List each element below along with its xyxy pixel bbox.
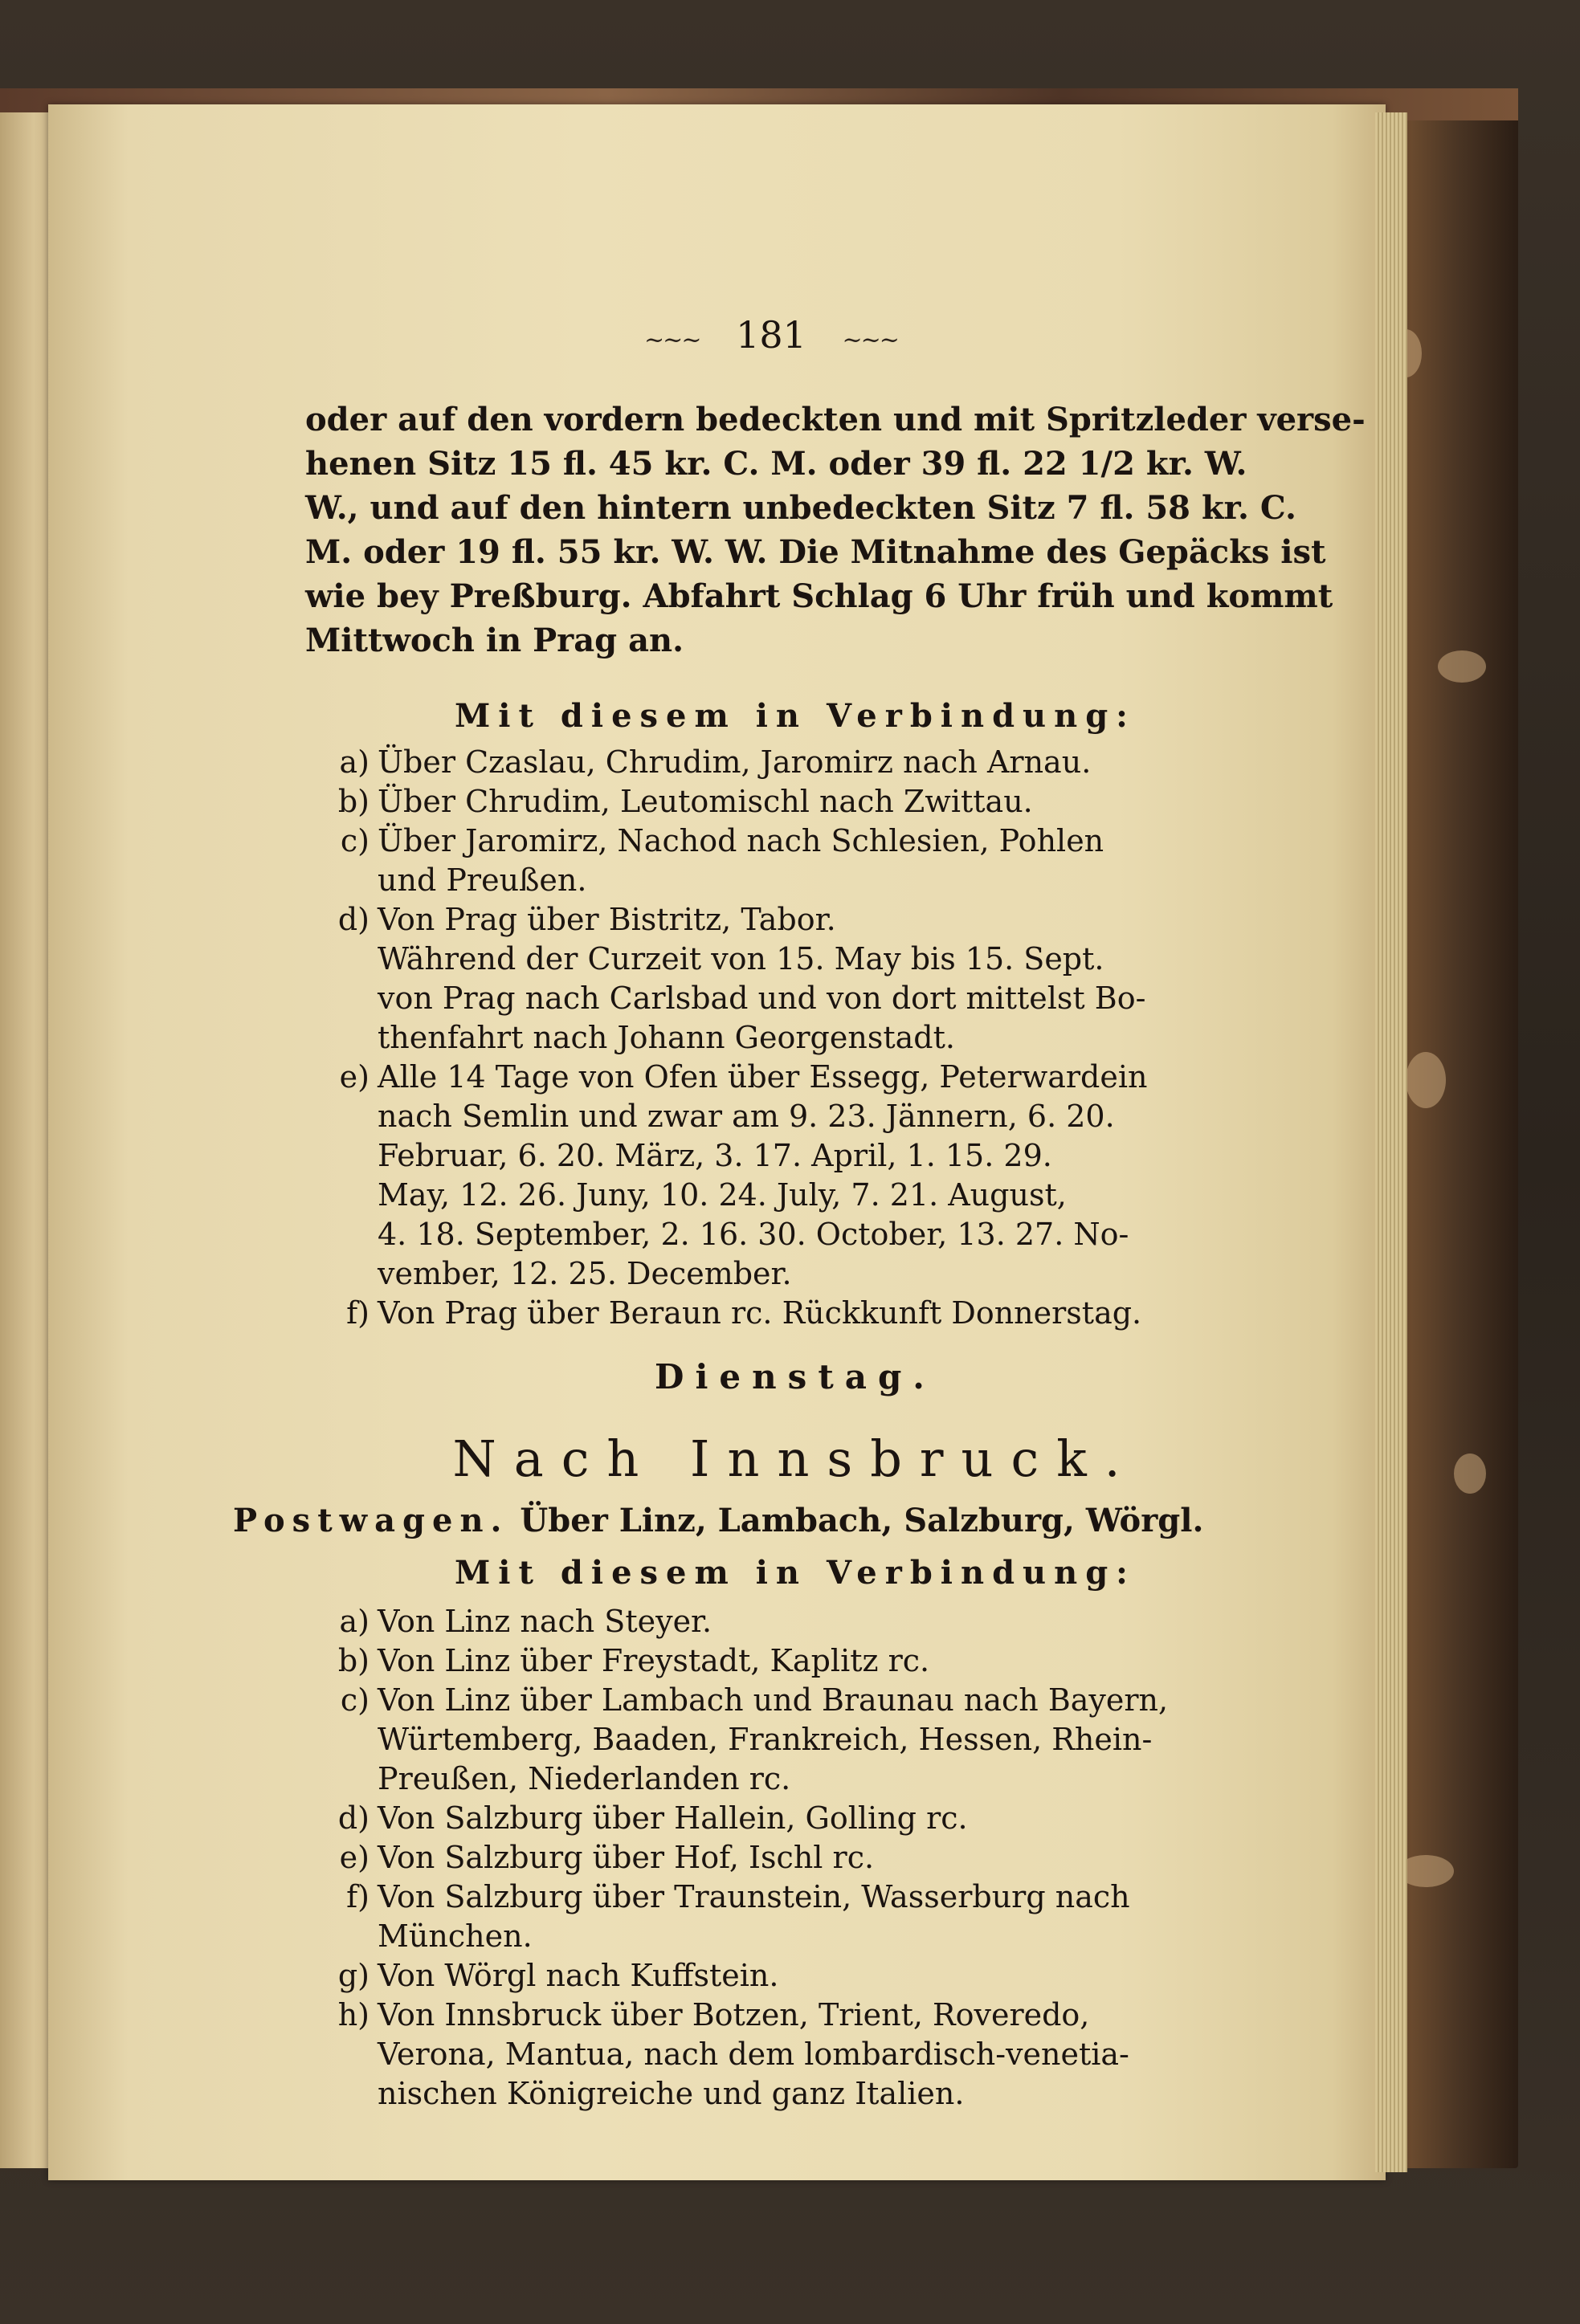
- text-line: Von Linz über Lambach und Braunau nach Bayern,: [378, 1682, 1169, 1718]
- text-line: thenfahrt nach Johann Georgenstadt.: [378, 1020, 955, 1055]
- list-item: [339, 1058, 1293, 1294]
- text-line: Über Jaromirz, Nachod nach Schlesien, Pohlen: [378, 823, 1104, 858]
- text-line: und Preußen.: [378, 862, 587, 898]
- text-line: Würtemberg, Baaden, Frankreich, Hessen, Rhein-: [378, 1722, 1153, 1757]
- text-line: Von Salzburg über Hallein, Golling rc.: [378, 1800, 968, 1836]
- item-letter: d): [337, 1800, 369, 1836]
- text-line: Von Salzburg über Hof, Ischl rc.: [378, 1840, 875, 1875]
- text-line: M. oder 19 fl. 55 kr. W. W. Die Mitnahme des Gepäcks ist: [305, 533, 1326, 571]
- text-line: von Prag nach Carlsbad und von dort mittelst Bo-: [378, 981, 1146, 1016]
- text-line: Von Linz nach Steyer.: [378, 1604, 712, 1639]
- text-line: nischen Königreiche und ganz Italien.: [378, 2076, 965, 2111]
- text-line: Februar, 6. 20. März, 3. 17. April, 1. 15. 29.: [378, 1138, 1052, 1173]
- marble-spot: [1438, 650, 1486, 683]
- item-letter: a): [339, 744, 369, 780]
- day-heading: Dienstag.: [655, 1357, 936, 1396]
- page-number: 181: [736, 313, 806, 357]
- text-line: henen Sitz 15 fl. 45 kr. C. M. oder 39 fl. 22 1/2 kr. W.: [305, 445, 1247, 483]
- text-line: vember, 12. 25. December.: [378, 1256, 792, 1291]
- item-letter: f): [346, 1295, 369, 1331]
- list-item: [337, 782, 1293, 822]
- connection-list: [337, 1602, 1293, 2114]
- item-letter: b): [337, 784, 369, 819]
- text-line: W., und auf den hintern unbedeckten Sitz 7 fl. 58 kr. C.: [305, 489, 1296, 527]
- text-line: oder auf den vordern bedeckten und mit Spritzleder verse-: [305, 401, 1366, 438]
- list-item: [337, 1799, 1293, 1838]
- text-line: Von Wörgl nach Kuffstein.: [378, 1958, 779, 1993]
- page-header: [610, 313, 932, 357]
- text-line: Von Innsbruck über Botzen, Trient, Roveredo,: [378, 1997, 1090, 2032]
- list-item: [346, 1878, 1293, 1956]
- item-letter: e): [339, 1059, 369, 1095]
- ornament-right: ~~~: [842, 326, 898, 354]
- text-line: 4. 18. September, 2. 16. 30. October, 13. 27. No-: [378, 1217, 1129, 1252]
- item-letter: f): [346, 1879, 369, 1914]
- connection-list: [337, 743, 1293, 1333]
- list-item: [339, 1602, 1293, 1641]
- marble-spot: [1406, 1052, 1446, 1108]
- route-line: [233, 1502, 1309, 1539]
- item-letter: e): [339, 1840, 369, 1875]
- destination-heading: Nach Innsbruck.: [452, 1429, 1138, 1488]
- item-letter: b): [337, 1643, 369, 1678]
- list-item: [346, 1294, 1293, 1333]
- connection-heading: Mit diesem in Verbindung:: [455, 697, 1136, 735]
- item-letter: a): [339, 1604, 369, 1639]
- text-line: Während der Curzeit von 15. May bis 15. Sept.: [378, 941, 1104, 976]
- text-line: Verona, Mantua, nach dem lombardisch-venetia-: [378, 2037, 1129, 2072]
- list-item: [339, 1838, 1293, 1878]
- route-label: Postwagen.: [233, 1502, 509, 1539]
- item-letter: h): [337, 1997, 369, 2032]
- route-text: Über Linz, Lambach, Salzburg, Wörgl.: [520, 1502, 1204, 1539]
- text-line: May, 12. 26. Juny, 10. 24. July, 7. 21. August,: [378, 1177, 1067, 1213]
- intro-paragraph: [305, 398, 1366, 663]
- list-item: [337, 900, 1293, 1058]
- item-letter: c): [340, 1682, 369, 1718]
- text-line: Alle 14 Tage von Ofen über Essegg, Peterwardein: [378, 1059, 1148, 1095]
- text-line: Mittwoch in Prag an.: [305, 622, 684, 659]
- list-item: [340, 822, 1293, 900]
- text-line: Über Chrudim, Leutomischl nach Zwittau.: [378, 784, 1033, 819]
- marble-spot: [1454, 1454, 1486, 1494]
- text-line: Von Linz über Freystadt, Kaplitz rc.: [378, 1643, 930, 1678]
- list-item: [339, 743, 1293, 782]
- list-item: [337, 1956, 1293, 1996]
- text-line: Von Prag über Bistritz, Tabor.: [378, 902, 836, 937]
- ornament-left: ~~~: [644, 326, 700, 354]
- item-letter: c): [340, 823, 369, 858]
- text-line: nach Semlin und zwar am 9. 23. Jännern, 6. 20.: [378, 1099, 1115, 1134]
- item-letter: g): [337, 1958, 369, 1993]
- list-item: [340, 1681, 1293, 1799]
- text-line: Preußen, Niederlanden rc.: [378, 1761, 791, 1796]
- text-line: München.: [378, 1918, 533, 1954]
- page-stack-edges: [1375, 112, 1407, 2172]
- connection-heading: Mit diesem in Verbindung:: [455, 1554, 1136, 1592]
- item-letter: d): [337, 902, 369, 937]
- text-line: Von Salzburg über Traunstein, Wasserburg nach: [378, 1879, 1130, 1914]
- text-line: wie bey Preßburg. Abfahrt Schlag 6 Uhr früh und kommt: [305, 577, 1333, 615]
- text-line: Von Prag über Beraun rc. Rückkunft Donnerstag.: [378, 1295, 1142, 1331]
- list-item: [337, 1641, 1293, 1681]
- list-item: [337, 1996, 1293, 2114]
- text-line: Über Czaslau, Chrudim, Jaromirz nach Arnau.: [378, 744, 1092, 780]
